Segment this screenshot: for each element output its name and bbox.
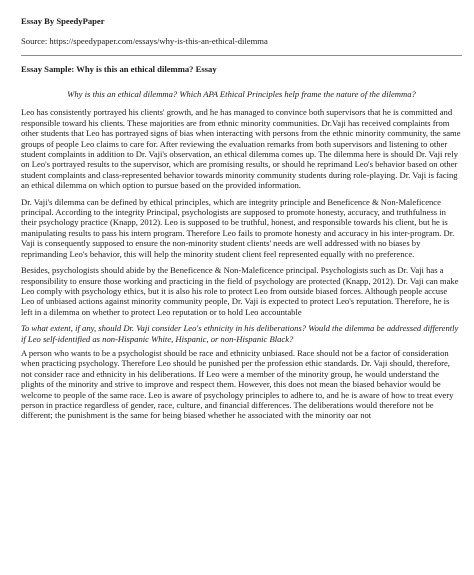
site-title: Essay By SpeedyPaper <box>21 16 105 26</box>
header-divider <box>21 55 462 56</box>
essay-paragraph-3: Besides, psychologists should abide by the Beneficence & Non-Maleficence principal. Psychologists such as Dr. Vaji has a responsibility to ensure those working and practicing in the field of psychology are protected (Knapp, 2012). Dr. Vaji can make Leo comply with psychology ethics, but it is also his role to protect Leo from outside biased forces. Although people accuse Leo of unbiased actions against minority community people, Dr. Vaji is expected to protect Leo's reputation. Therefore, he is left in a dilemma on whether to protect Leo reputation or to hold Leo accountable <box>21 265 459 317</box>
essay-paragraph-4: A person who wants to be a psychologist should be race and ethnicity unbiased. Race should not be a factor of consideration when practicing psychology. Therefore Leo should be punished per the profession ethic standards. Dr. Vaji should, therefore, not consider race and ethnicity in his deliberations. If Leo were a member of the minority group, he would understand the plights of the minority and strive to improve and respect them. However, this does not mean the biased behavior would be welcome to people of the same race. Leo is aware of psychology principles to adhere to, and he is aware of how to treat every person in practice regardless of gender, race, culture, and financial differences. The deliberations would therefore not be different; the punishment is the same for being biased whether he associated with the minority oar not <box>21 347 454 421</box>
essay-paragraph-1: Leo has consistently portrayed his clients' growth, and he has managed to convince both supervisors that he is committed and responsible toward his clients. These majorities are from ethnic minority communities. Dr.Vaji has received complaints from other students that Leo has portrayed signs of bias when interacting with persons from the ethnic minority community, the same groups of people Leo claims to care for. After reviewing the evaluation remarks from both supervisors and listening to other student complaints in addition to Dr. Vaji's observation, an ethical dilemma comes up. The dilemma here is should Dr. Vaji rely on Leo's portrayed results to the supervisor, which are promising results, or should he reprimand Leo's behavior based on other student complaints and class-represented behavior towards minority community students during role-playing. Dr. Vaji is facing an ethical dilemma on which option to pursue based on the provided information. <box>21 107 461 191</box>
question-heading-2: To what extent, if any, should Dr. Vaji consider Leo's ethnicity in his deliberations? Would the dilemma be addressed differently if Leo self-identified as non-Hispanic White, Hispanic, or non-Hispanic Black? <box>21 323 459 344</box>
question-heading-1: Why is this an ethical dilemma? Which APA Ethical Principles help frame the nature of the dilemma? <box>67 89 416 99</box>
source-line: Source: https://speedypaper.com/essays/why-is-this-an-ethical-dilemma <box>21 36 268 46</box>
essay-paragraph-2: Dr. Vaji's dilemma can be defined by ethical principles, which are integrity principle and Beneficence & Non-Maleficence principal. According to the integrity Principal, psychologists are supposed to promote honesty, accuracy, and truthfulness in their psychology practice (Knapp, 2012). Leo is supposed to be truthful, honest, and responsible towards his client, but he is manipulating results to pass his intern program. Therefore Leo fails to promote honesty and accuracy in his inter-program. Dr. Vaji is consequently supposed to ensure the non-minority student clients' needs are well addressed with no biases by reprimanding Leo's behavior, this will help the minority student client feel represented equally with no preference. <box>21 196 455 259</box>
essay-title: Essay Sample: Why is this an ethical dilemma? Essay <box>21 64 217 74</box>
